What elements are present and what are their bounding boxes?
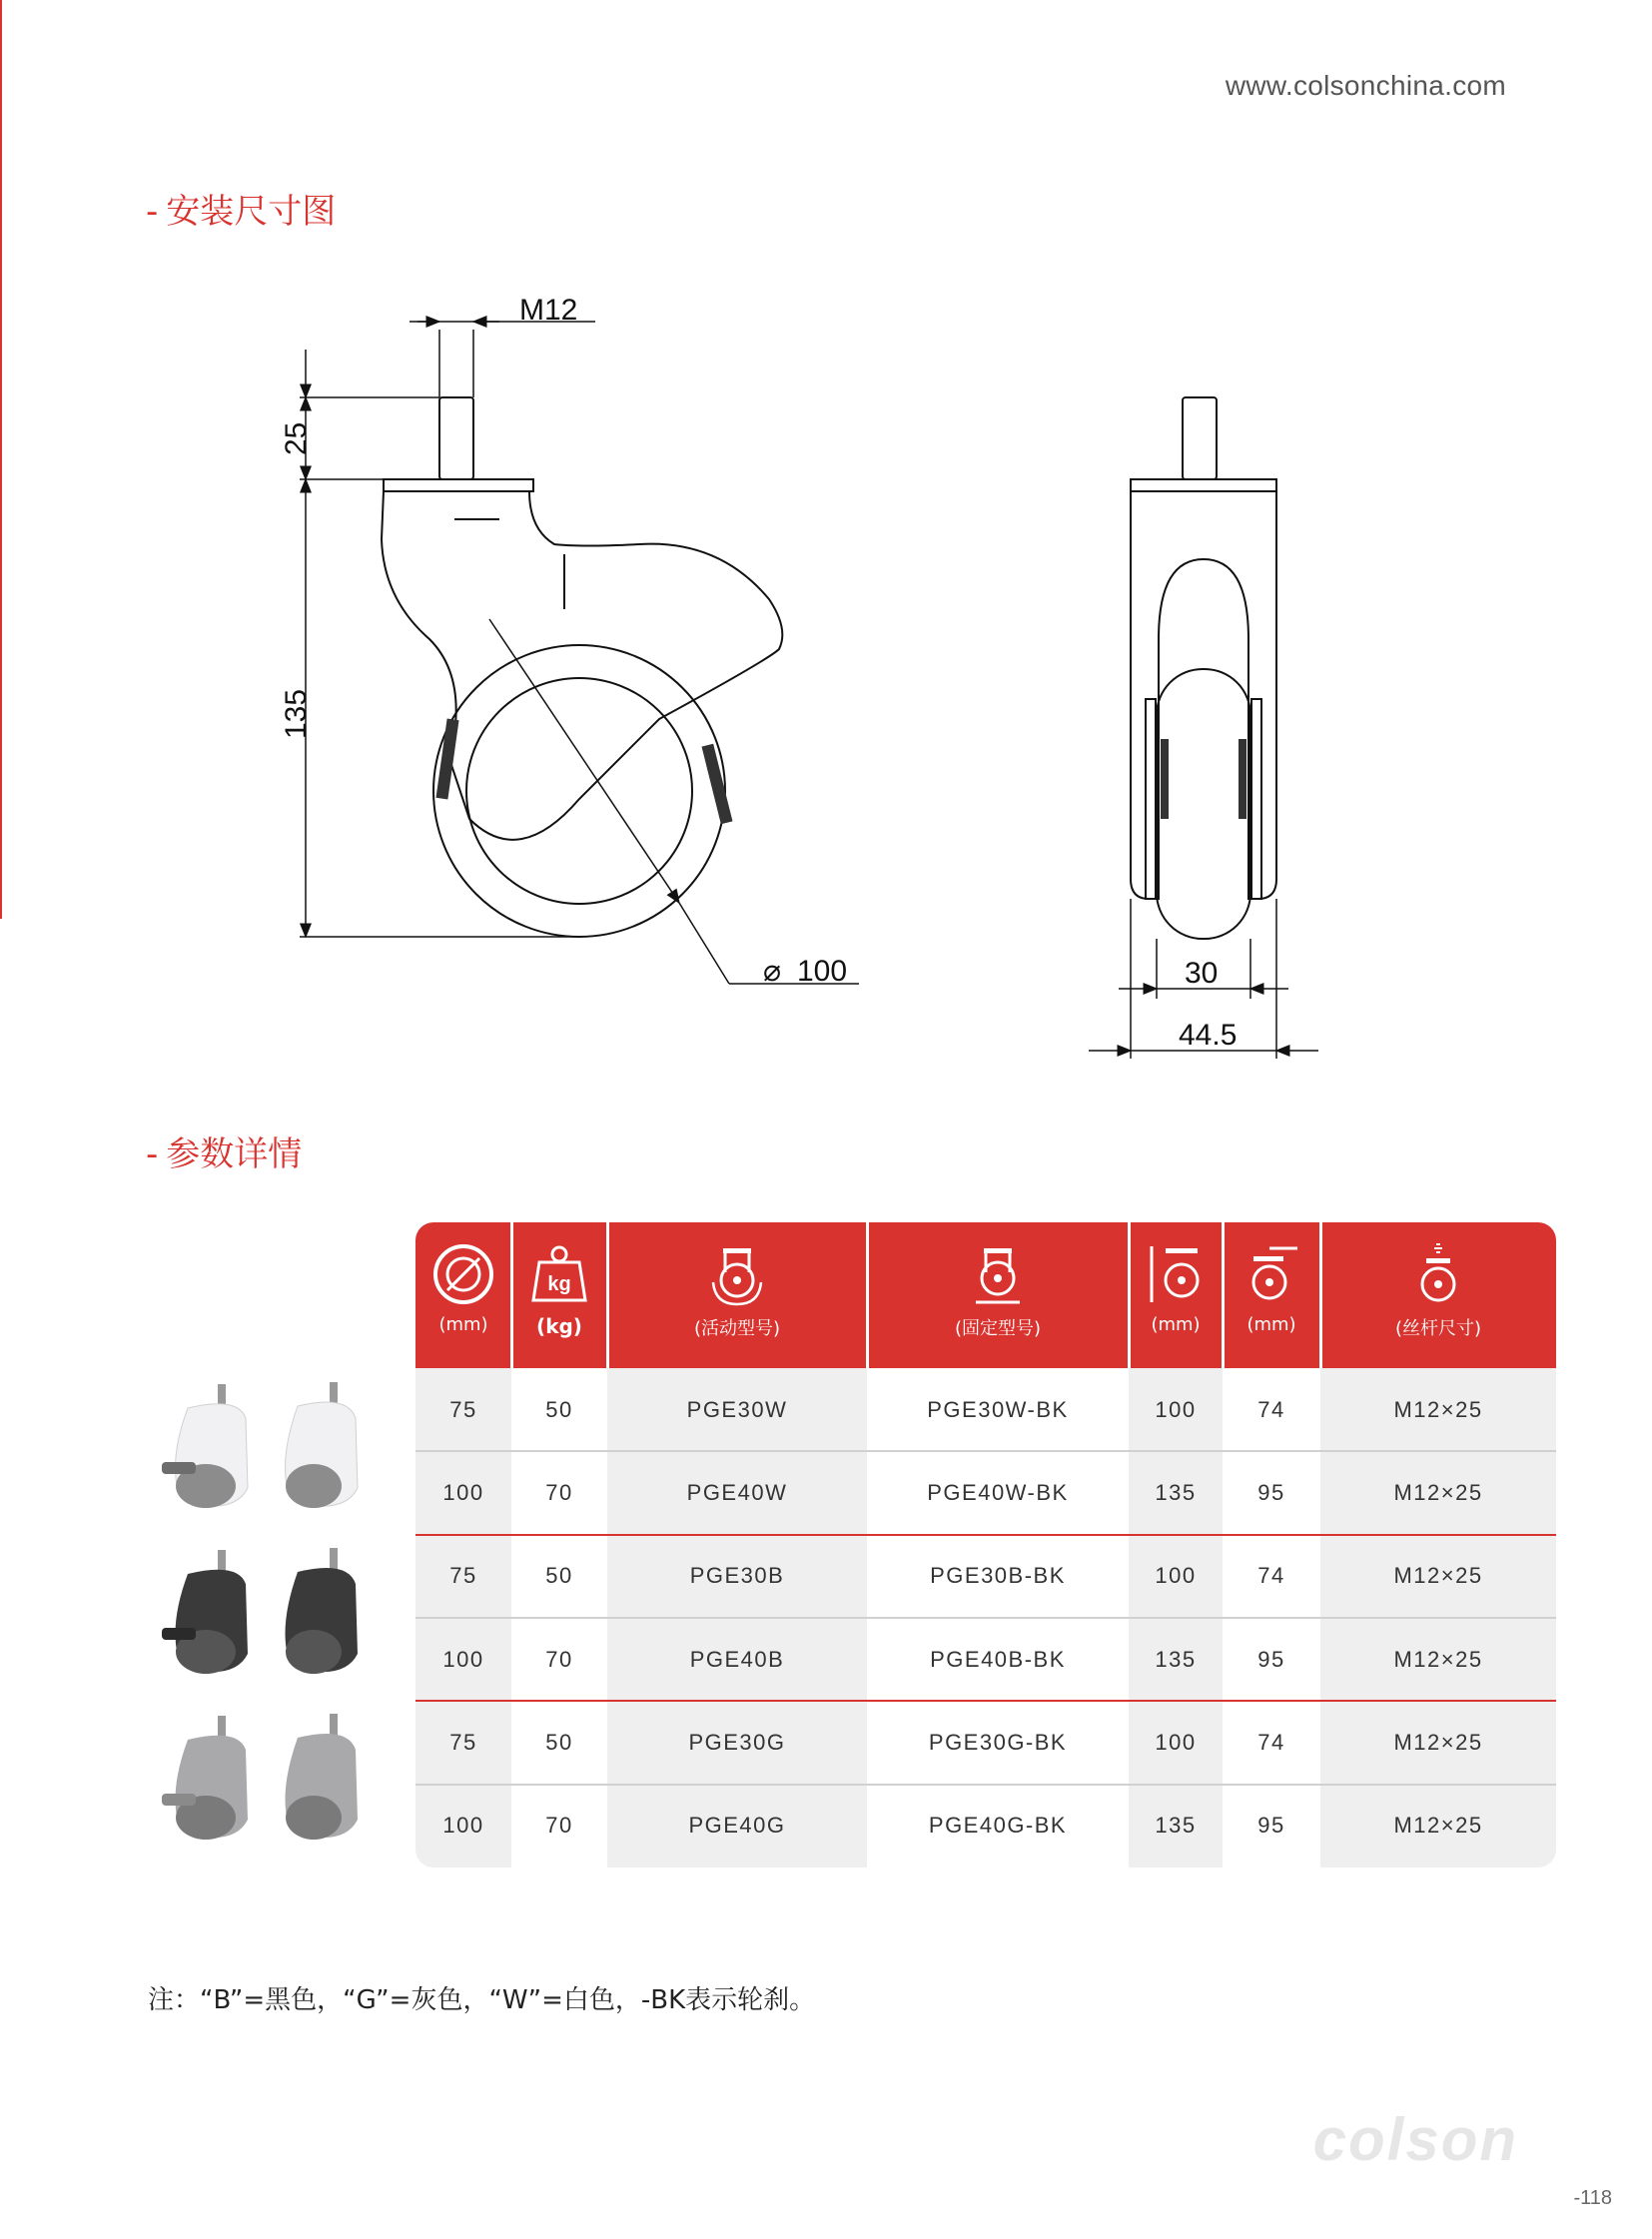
- caster-with-brake: [162, 1716, 248, 1840]
- cell-load: 70: [545, 1646, 573, 1672]
- front-fork-right-inner: [1251, 699, 1261, 899]
- title-dash: -: [146, 1134, 159, 1174]
- cell-radius: 95: [1257, 1646, 1285, 1672]
- params-title-text: 参数详情: [166, 1134, 303, 1174]
- cell-fixed-model: PGE40B-BK: [930, 1646, 1066, 1672]
- side-view: [382, 397, 782, 937]
- header-swivel-radius: [1223, 1222, 1320, 1368]
- table-row: [415, 1368, 1556, 1451]
- cell-swivel-model: PGE30G: [688, 1729, 786, 1755]
- table-row: [415, 1451, 1556, 1534]
- wheel-diameter-label: 100: [797, 955, 848, 988]
- wheel-outer: [433, 645, 725, 937]
- white-caster-photo: [148, 1378, 388, 1518]
- cell-fixed-model: PGE40G-BK: [928, 1813, 1068, 1839]
- cell-load: 70: [545, 1479, 573, 1505]
- cell-radius: 74: [1257, 1729, 1285, 1755]
- colson-logo: colson: [1312, 2106, 1518, 2173]
- cell-height: 135: [1155, 1479, 1197, 1505]
- cell-fixed-model: PGE30W-BK: [927, 1396, 1069, 1422]
- caster-with-brake: [162, 1550, 248, 1674]
- table-row: [415, 1535, 1556, 1618]
- swivel-radius-icon: [1239, 1242, 1303, 1306]
- swivel-caster-icon: [705, 1242, 769, 1306]
- header-stem-size: [1320, 1222, 1556, 1368]
- front-top-plate: [1131, 479, 1276, 491]
- grey-caster-photo: [148, 1710, 388, 1850]
- cell-stem: M12×25: [1393, 1729, 1483, 1755]
- cell-stem: M12×25: [1393, 1479, 1483, 1505]
- front-fork: [1131, 491, 1276, 899]
- website-url[interactable]: www.colsonchina.com: [1225, 70, 1506, 101]
- table-row: [415, 1785, 1556, 1867]
- header-swivel-model: [607, 1222, 867, 1368]
- caster-dimension-drawing: [0, 0, 1652, 1099]
- parameter-details-title: [146, 1126, 302, 1175]
- front-wheel-branding: [1161, 739, 1246, 819]
- cell-height: 100: [1155, 1396, 1197, 1422]
- front-fork-left-inner: [1146, 699, 1156, 899]
- caster-without-brake: [286, 1382, 359, 1508]
- cell-diameter: 75: [449, 1563, 477, 1589]
- cell-swivel-model: PGE40W: [686, 1479, 788, 1505]
- tread-width-label: 30: [1185, 957, 1219, 990]
- body-height-label: 135: [280, 688, 313, 739]
- specification-table: [415, 1222, 1556, 1867]
- threaded-stem: [439, 397, 473, 479]
- cell-stem: M12×25: [1393, 1813, 1483, 1839]
- table-row: [415, 1701, 1556, 1784]
- header-mounting-height: [1129, 1222, 1223, 1368]
- color-note: 注：“B”=黑色，“G”=灰色，“W”=白色，-BK表示轮刹。: [148, 1985, 816, 2015]
- fixed-caster-icon: [966, 1242, 1030, 1306]
- wheel-inner: [466, 678, 692, 904]
- cell-load: 50: [545, 1563, 573, 1589]
- install-title-text: 安装尺寸图: [166, 192, 337, 232]
- kg-text: kg: [547, 1273, 571, 1295]
- page-number: -118: [1573, 2187, 1612, 2209]
- cell-diameter: 75: [449, 1729, 477, 1755]
- header-wheel-diameter: [415, 1222, 511, 1368]
- cell-radius: 74: [1257, 1396, 1285, 1422]
- cell-diameter: 100: [442, 1813, 484, 1839]
- black-caster-photo: [148, 1544, 388, 1684]
- cell-load: 50: [545, 1396, 573, 1422]
- cell-diameter: 100: [442, 1479, 484, 1505]
- load-weight-icon: [527, 1242, 591, 1306]
- cell-fixed-model: PGE30B-BK: [930, 1563, 1066, 1589]
- cell-load: 50: [545, 1729, 573, 1755]
- header-label: (mm): [1246, 1314, 1296, 1335]
- cell-fixed-model: PGE40W-BK: [927, 1479, 1069, 1505]
- threaded-stem-icon: [1406, 1242, 1470, 1306]
- cell-radius: 95: [1257, 1479, 1285, 1505]
- wheel-diameter-icon: [431, 1242, 495, 1306]
- table-body: [415, 1368, 1556, 1867]
- front-wheel: [1157, 669, 1250, 939]
- header-load-capacity: [511, 1222, 607, 1368]
- cell-radius: 95: [1257, 1813, 1285, 1839]
- cell-height: 100: [1155, 1729, 1197, 1755]
- caster-without-brake: [286, 1548, 359, 1674]
- overall-width-label: 44.5: [1179, 1019, 1238, 1052]
- front-stem: [1183, 397, 1217, 479]
- stem-height-label: 25: [280, 421, 313, 455]
- header-label: (活动型号): [693, 1318, 781, 1339]
- cell-stem: M12×25: [1393, 1563, 1483, 1589]
- table-row: [415, 1618, 1556, 1701]
- header-label: (mm): [438, 1314, 488, 1335]
- cell-radius: 74: [1257, 1563, 1285, 1589]
- top-plate: [384, 479, 533, 491]
- header-label: (固定型号): [954, 1318, 1042, 1339]
- header-label: (丝杆尺寸): [1394, 1318, 1482, 1339]
- title-dash: -: [146, 192, 159, 232]
- cell-swivel-model: PGE40B: [689, 1646, 785, 1672]
- header-label: (kg): [536, 1314, 582, 1338]
- cell-diameter: 100: [442, 1646, 484, 1672]
- header-label: (mm): [1151, 1314, 1201, 1335]
- cell-height: 135: [1155, 1646, 1197, 1672]
- cell-stem: M12×25: [1393, 1396, 1483, 1422]
- diameter-symbol: ⌀: [763, 955, 782, 988]
- caster-with-brake: [162, 1384, 248, 1508]
- cell-fixed-model: PGE30G-BK: [928, 1729, 1068, 1755]
- header-fixed-model: [867, 1222, 1129, 1368]
- front-view: [1131, 397, 1276, 939]
- cell-height: 100: [1155, 1563, 1197, 1589]
- mounting-height-icon: [1144, 1242, 1208, 1306]
- thread-dimension-label: M12: [519, 294, 578, 327]
- cell-swivel-model: PGE40G: [688, 1813, 786, 1839]
- cell-load: 70: [545, 1813, 573, 1839]
- cell-height: 135: [1155, 1813, 1197, 1839]
- cell-swivel-model: PGE30W: [686, 1396, 788, 1422]
- cell-stem: M12×25: [1393, 1646, 1483, 1672]
- table-header: [415, 1222, 1556, 1368]
- caster-without-brake: [286, 1714, 359, 1840]
- cell-swivel-model: PGE30B: [689, 1563, 785, 1589]
- cell-diameter: 75: [449, 1396, 477, 1422]
